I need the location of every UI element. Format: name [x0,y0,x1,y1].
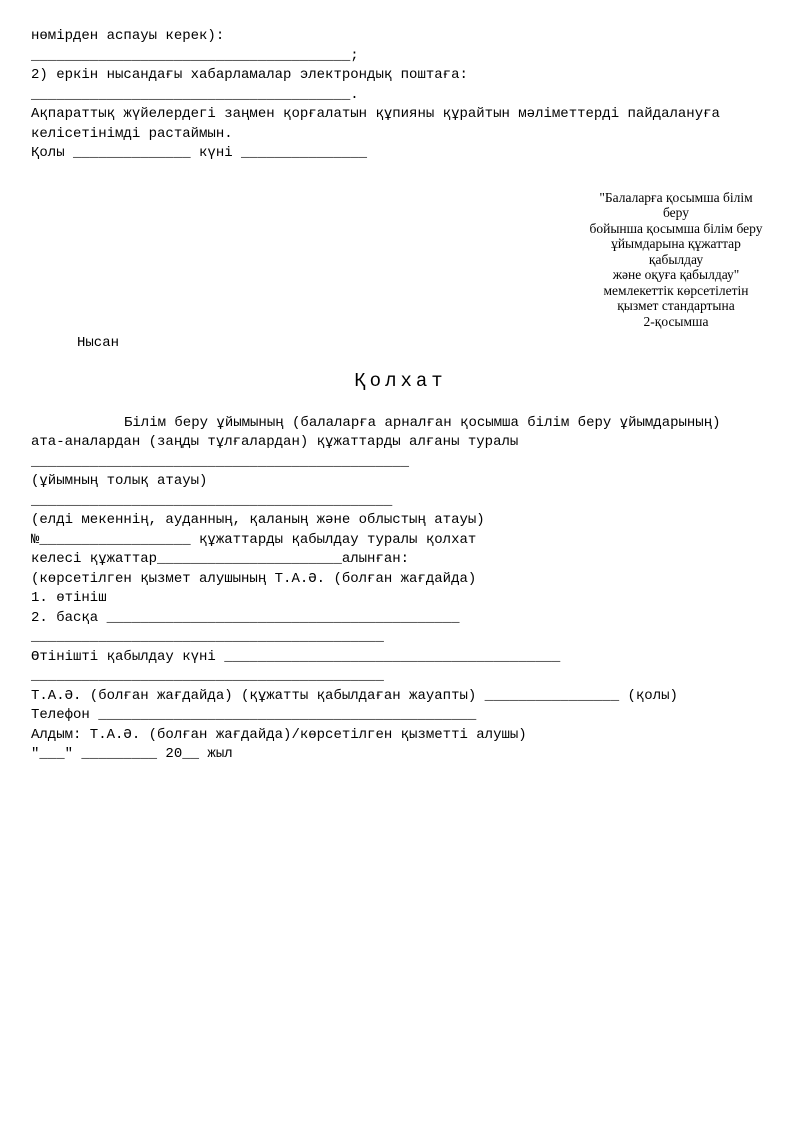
appendix-line: және оқуға қабылдау" [612,267,740,282]
responsible-signature-line: Т.А.Ә. (болған жағдайда) (құжатты қабылдаған жауапты) ________________ (қолы) [31,687,678,704]
blank-fill-line: ______________________________________. [31,86,359,103]
list-item: 2. басқа __________________________________________ [31,609,460,626]
received-by-line: Алдым: Т.А.Ә. (болған жағдайда)/көрсетілген қызметті алушы) [31,726,527,743]
field-caption: (елді мекеннің, ауданның, қаланың және облыстың атауы) [31,512,485,528]
appendix-line: ұйымдарына құжаттар [611,236,741,251]
signature-date-line: Қолы ______________ күні _______________ [31,145,368,161]
acceptance-date-line: Өтінішті қабылдау күні ________________________________________ [31,648,561,665]
receipt-body [31,414,770,765]
blank-fill-line: __________________________________________ [31,668,384,684]
field-caption: (ұйымның толық атауы) [31,473,208,489]
document-title: Қолхат [354,369,447,392]
appendix-line: "Балаларға қосымша білім [599,189,753,205]
body-line: ата-аналардан (заңды тұлғалардан) құжаттарды алғаны туралы [31,434,519,450]
intro-section [31,27,770,164]
phone-line: Телефон _____________________________________________ [31,707,477,723]
documents-received-line: келесі құжаттар______________________алынған: [31,551,410,567]
intro-line: келісетінімді растаймын. [31,125,233,142]
intro-line: нөмірден аспауы керек): [31,28,225,44]
form-label: Нысан [77,335,120,351]
blank-fill-line: __________________________________________ [31,629,384,645]
appendix-number-line: 2-қосымша [643,313,709,329]
appendix-line: қызмет стандартына [617,298,735,313]
date-year-line: "___" _________ 20__ жыл [31,746,233,762]
appendix-note [582,190,770,330]
body-line: Білім беру ұйымының (балаларға арналған қосымша білім беру ұйымдарының) [124,414,721,431]
blank-fill-line: ___________________________________________ [31,492,393,509]
appendix-line: мемлекеттік көрсетілетін [603,282,749,298]
field-caption: (көрсетілген қызмет алушының Т.А.Ә. (болған жағдайда) [31,570,477,587]
appendix-line: қабылдау [648,251,704,267]
intro-line: 2) еркін нысандағы хабарламалар электрондық поштаға: [31,67,468,83]
receipt-number-line: №__________________ құжаттарды қабылдау туралы қолхат [31,531,477,548]
appendix-line: бойынша қосымша білім беру [589,220,763,236]
blank-fill-line: _____________________________________________ [31,453,410,470]
list-item: 1. өтініш [31,590,107,606]
appendix-line: беру [662,205,689,220]
intro-line: Ақпараттық жүйелердегі заңмен қорғалатын құпияны құрайтын мәліметтерді пайдалануға [31,106,720,122]
blank-fill-line: ______________________________________; [31,47,359,64]
